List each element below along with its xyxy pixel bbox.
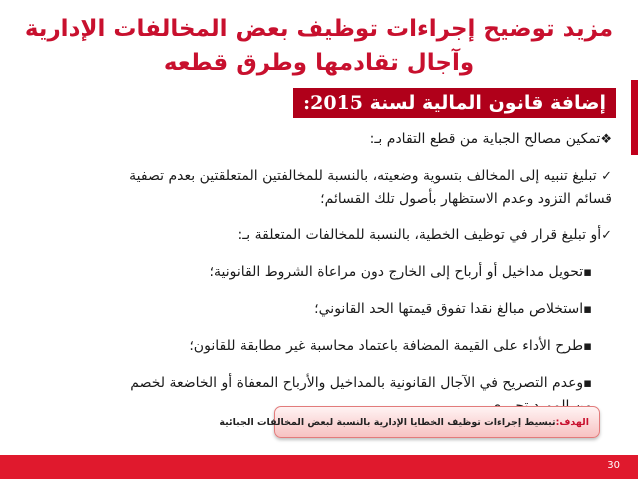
right-accent-bar — [631, 80, 638, 155]
square-bullet-icon: ▪ — [583, 339, 592, 354]
sub-item-1 — [26, 261, 612, 284]
sub-item-3-text: طرح الأداء على القيمة المضافة باعتماد محاسبة غير مطابقة للقانون؛ — [189, 338, 584, 354]
goal-box — [219, 406, 600, 438]
sub-item-1-text: تحويل مداخيل أو أرباح إلى الخارج دون مراعاة الشروط القانونية؛ — [209, 264, 584, 280]
goal-label: الهدف: — [555, 416, 589, 428]
sub-item-4-text: وعدم التصريح في الآجال القانونية بالمداخيل والأرباح المعفاة أو الخاضعة لخصم — [130, 375, 584, 391]
square-bullet-icon: ▪ — [583, 302, 592, 317]
sub-item-4 — [26, 372, 612, 395]
check-item-1 — [26, 165, 612, 188]
goal-text: تبسيط إجراءات توظيف الخطايا الإدارية بالنسبة لبعض المخالفات الجبائية — [219, 416, 556, 428]
page-number: 30 — [607, 460, 620, 471]
slide-title — [20, 12, 618, 80]
check-item-1-cont: قسائم التزود وعدم الاستظهار بأصول تلك القسائم؛ — [320, 191, 612, 207]
bullet-intro-text: تمكين مصالح الجباية من قطع التقادم بـ: — [369, 131, 601, 147]
check-mark-icon: ✓ — [601, 228, 612, 243]
slide-content — [26, 128, 612, 417]
sub-item-2 — [26, 298, 612, 321]
diamond-bullet-icon: ❖ — [600, 132, 612, 147]
title-line-2: وآجال تقادمها وطرق قطعه — [163, 50, 475, 76]
sub-item-3 — [26, 335, 612, 358]
check-item-2-text: أو تبليغ قرار في توظيف الخطية، بالنسبة للمخالفات المتعلقة بـ: — [237, 227, 602, 243]
law-badge-year: 2015 — [310, 92, 364, 114]
bullet-intro — [26, 128, 612, 151]
footer-bar — [0, 455, 638, 479]
square-bullet-icon: ▪ — [583, 265, 592, 280]
check-item-1-line-1: تبليغ تنبيه إلى المخالف بتسوية وضعيته، بالنسبة للمخالفتين المتعلقتين بعدم تصفية — [129, 168, 597, 184]
law-badge-label: إضافة قانون المالية لسنة — [369, 92, 606, 114]
sub-item-2-text: استخلاص مبالغ نقدا تفوق قيمتها الحد القانوني؛ — [314, 301, 584, 317]
check-item-2 — [26, 224, 612, 247]
title-line-1: مزيد توضيح إجراءات توظيف بعض المخالفات الإدارية — [24, 16, 614, 42]
check-mark-icon: ✓ — [601, 169, 612, 184]
square-bullet-icon: ▪ — [583, 376, 592, 391]
law-badge-colon: : — [303, 92, 311, 114]
law-badge — [293, 88, 616, 118]
